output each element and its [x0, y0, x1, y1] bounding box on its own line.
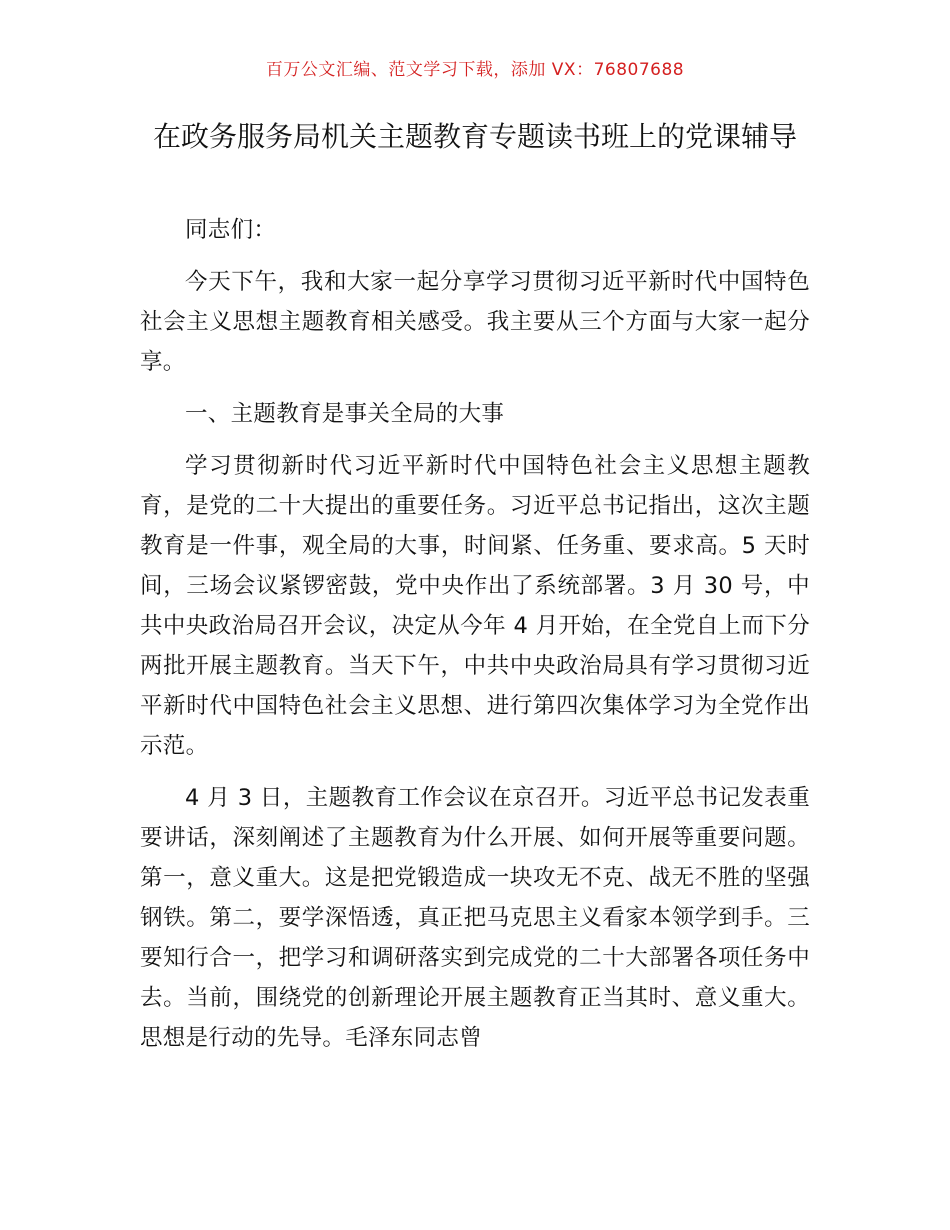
paragraph-intro: 今天下午，我和大家一起分享学习贯彻习近平新时代中国特色社会主义思想主题教育相关感受。我主要从三个方面与大家一起分享。	[140, 269, 810, 375]
document-body	[140, 210, 810, 1070]
paragraph-section-1-b: 4 月 3 日，主题教育工作会议在京召开。习近平总书记发表重要讲话，深刻阐述了主题教育为什么开展、如何开展等重要问题。第一，意义重大。这是把党锻造成一块攻无不克、战无不胜的坚强钢铁。第二，要学深悟透，真正把马克思主义看家本领学到手。三要知行合一，把学习和调研落实到完成党的二十大部署各项任务中去。当前，围绕党的创新理论开展主题教育正当其时、意义重大。思想是行动的先导。毛泽东同志曾	[140, 785, 810, 1051]
salutation: 同志们：	[185, 217, 277, 243]
header-note: 百万公文汇编、范文学习下载，添加 VX：76807688	[265, 60, 685, 80]
paragraph-section-1-a: 学习贯彻新时代习近平新时代中国特色社会主义思想主题教育，是党的二十大提出的重要任务。习近平总书记指出，这次主题教育是一件事，观全局的大事，时间紧、任务重、要求高。5 天时间，三场会议紧锣密鼓，党中央作出了系统部署。3 月 30 号，中共中央政治局召开会议，决定从今年 4 月开始，在全党自上而下分两批开展主题教育。当天下午，中共中央政治局具有学习贯彻习近平新时代中国特色社会主义思想、进行第四次集体学习为全党作出示范。	[140, 453, 810, 759]
section-heading-1: 一、主题教育是事关全局的大事	[185, 401, 505, 427]
document-title: 在政务服务局机关主题教育专题读书班上的党课辅导	[152, 120, 797, 153]
